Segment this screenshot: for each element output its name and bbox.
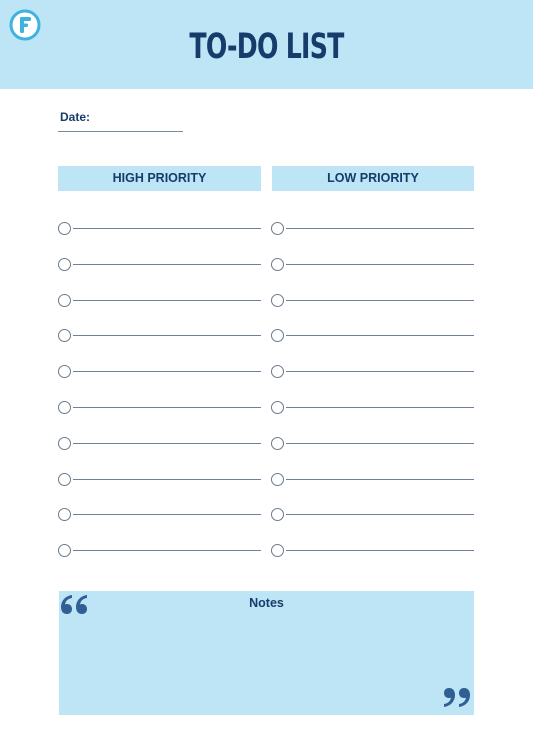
low-priority-header: LOW PRIORITY [272, 166, 474, 191]
low-task-line[interactable] [286, 514, 474, 515]
low-task-line[interactable] [286, 479, 474, 480]
high-task-checkbox[interactable] [58, 437, 71, 450]
high-task-checkbox[interactable] [58, 401, 71, 414]
low-task-line[interactable] [286, 407, 474, 408]
low-task-checkbox[interactable] [271, 437, 284, 450]
high-task-line[interactable] [73, 228, 261, 229]
high-task-row [58, 508, 261, 522]
header-band [0, 0, 533, 89]
high-task-row [58, 437, 261, 451]
high-task-row [58, 401, 261, 415]
low-task-row [271, 329, 474, 343]
low-task-checkbox[interactable] [271, 401, 284, 414]
low-task-line[interactable] [286, 300, 474, 301]
high-task-checkbox[interactable] [58, 544, 71, 557]
high-task-row [58, 329, 261, 343]
date-label: Date: [60, 110, 91, 124]
high-task-line[interactable] [73, 479, 261, 480]
high-task-checkbox[interactable] [58, 222, 71, 235]
high-task-checkbox[interactable] [58, 294, 71, 307]
low-task-line[interactable] [286, 264, 474, 265]
high-task-checkbox[interactable] [58, 473, 71, 486]
low-task-line[interactable] [286, 335, 474, 336]
high-priority-header: HIGH PRIORITY [58, 166, 261, 191]
low-task-line[interactable] [286, 228, 474, 229]
low-task-row [271, 401, 474, 415]
high-task-line[interactable] [73, 300, 261, 301]
high-task-line[interactable] [73, 514, 261, 515]
low-task-checkbox[interactable] [271, 222, 284, 235]
high-task-row [58, 294, 261, 308]
low-task-row [271, 544, 474, 558]
page-title: TO-DO LIST [189, 27, 344, 67]
high-task-line[interactable] [73, 550, 261, 551]
high-task-line[interactable] [73, 371, 261, 372]
low-task-checkbox[interactable] [271, 294, 284, 307]
high-task-row [58, 258, 261, 272]
low-task-row [271, 437, 474, 451]
low-task-row [271, 508, 474, 522]
date-field[interactable] [58, 131, 183, 132]
high-task-line[interactable] [73, 443, 261, 444]
notes-title: Notes [249, 596, 284, 610]
low-task-line[interactable] [286, 371, 474, 372]
low-task-row [271, 365, 474, 379]
high-task-line[interactable] [73, 335, 261, 336]
low-task-checkbox[interactable] [271, 258, 284, 271]
low-task-checkbox[interactable] [271, 329, 284, 342]
low-task-row [271, 294, 474, 308]
low-task-checkbox[interactable] [271, 473, 284, 486]
brand-logo-icon [9, 9, 41, 41]
high-task-row [58, 365, 261, 379]
low-task-row [271, 258, 474, 272]
high-task-checkbox[interactable] [58, 329, 71, 342]
low-task-row [271, 473, 474, 487]
high-task-line[interactable] [73, 264, 261, 265]
quote-close-icon [443, 687, 471, 714]
low-task-checkbox[interactable] [271, 508, 284, 521]
low-task-checkbox[interactable] [271, 544, 284, 557]
low-task-line[interactable] [286, 443, 474, 444]
high-task-row [58, 473, 261, 487]
notes-box[interactable] [59, 591, 474, 715]
high-task-row [58, 222, 261, 236]
low-task-line[interactable] [286, 550, 474, 551]
low-task-checkbox[interactable] [271, 365, 284, 378]
low-task-row [271, 222, 474, 236]
high-task-row [58, 544, 261, 558]
high-task-checkbox[interactable] [58, 508, 71, 521]
high-task-line[interactable] [73, 407, 261, 408]
high-task-checkbox[interactable] [58, 258, 71, 271]
high-task-checkbox[interactable] [58, 365, 71, 378]
